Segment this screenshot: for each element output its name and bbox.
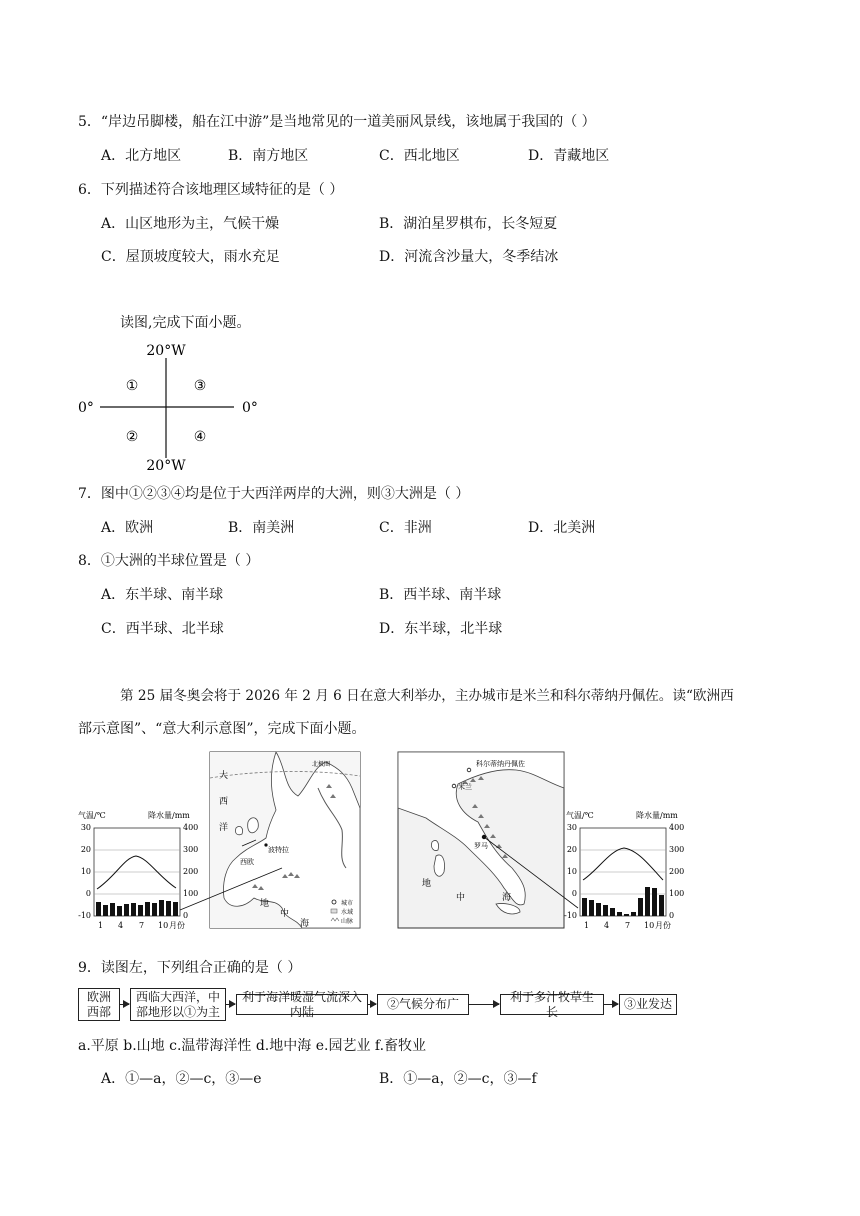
map-label: 大 [219,771,229,781]
left-precip-tick: 300 [183,845,199,854]
intro-read-figure: 读图,完成下面小题。 [120,315,251,331]
bottom-label: 20°W [146,458,186,474]
right-month-label: 月份 [655,921,671,930]
italy-label: 科尔蒂纳丹佩佐 [476,760,525,768]
italy-label: 地 [422,879,432,889]
region-4: ④ [193,429,207,445]
map-label: 北极圈 [312,761,331,768]
legend-water: 水域 [341,909,354,916]
intro-winter-olympics-line2: 部示意图”、“意大利示意图”，完成下面小题。 [78,721,366,737]
left-month-tick: 4 [118,921,124,930]
q5-option-a[interactable]: A．北方地区 [101,148,182,164]
q9-option-b[interactable]: B．①—a，②—c，③—f [379,1071,537,1087]
left-temp-tick: 0 [85,889,91,898]
left-month-tick: 7 [139,921,145,930]
flow-arrow [604,1004,618,1005]
europe-map [210,752,360,929]
q6-option-b[interactable]: B．湖泊星罗棋布，长冬短夏 [379,216,558,232]
map-label: 洋 [219,823,229,833]
map-label: 海 [300,919,310,929]
right-month-tick: 1 [584,921,590,930]
left-temp-curve [97,856,176,889]
right-temp-tick: 30 [566,823,577,832]
question-6-stem: 6．下列描述符合该地理区域特征的是（ ） [78,182,344,198]
italy-label: 海 [502,893,512,903]
right-precip-bars [582,887,664,916]
map-label: 西 [219,797,229,807]
flow-arrow [120,1004,129,1005]
region-1: ① [125,378,139,394]
q9-choices: a.平原 b.山地 c.温带海洋性 d.地中海 e.园艺业 f.畜牧业 [78,1038,427,1054]
q8-option-a[interactable]: A．东半球、南半球 [101,587,224,603]
left-precip-tick: 100 [183,889,199,898]
left-month-label: 月份 [169,921,185,930]
right-precip-tick: 300 [669,845,685,854]
question-8-stem: 8．①大洲的半球位置是（ ） [78,553,260,569]
left-temp-tick: 10 [80,867,91,876]
q7-option-d[interactable]: D．北美洲 [528,520,596,536]
right-temp-tick: -10 [564,911,577,920]
q6-option-c[interactable]: C．屋顶坡度较大，雨水充足 [101,249,280,265]
q5-option-b[interactable]: B．南方地区 [228,148,309,164]
map-label: 西欧 [240,858,254,866]
left-month-tick: 1 [98,921,104,930]
flow-box-airflow: 利于海洋暖湿气流深入内陆 [236,994,368,1015]
q8-option-c[interactable]: C．西半球、北半球 [101,621,224,637]
left-temp-tick: 20 [80,845,91,854]
q7-option-b[interactable]: B．南美洲 [228,520,295,536]
map-label: 波特拉 [268,846,289,854]
left-precip-tick: 200 [183,867,199,876]
italy-label: 罗马 [474,842,488,850]
q6-option-d[interactable]: D．河流含沙量大，冬季结冰 [379,249,559,265]
right-label: 0° [242,400,258,416]
right-temp-tick: 20 [566,845,577,854]
intro-winter-olympics-line1: 第 25 届冬奥会将于 2026 年 2 月 6 日在意大利举办，主办城市是米兰和科尔蒂纳丹佩佐。读“欧洲西 [120,688,734,704]
q8-option-d[interactable]: D．东半球，北半球 [379,621,503,637]
q8-option-b[interactable]: B．西半球、南半球 [379,587,502,603]
right-month-tick: 4 [604,921,610,930]
top-label: 20°W [146,343,186,359]
region-2: ② [125,429,139,445]
italy-label: 中 [456,893,466,903]
right-temp-tick: 0 [571,889,577,898]
flow-arrow [368,1004,376,1005]
flow-box-terrain: 西临大西洋，中部地形以①为主 [130,988,226,1021]
q5-option-d[interactable]: D．青藏地区 [528,148,610,164]
italy-map [398,752,564,928]
flow-arrow [226,1004,235,1005]
left-temp-tick: -10 [78,911,91,920]
right-temp-tick: 10 [566,867,577,876]
question-7-stem: 7．图中①②③④均是位于大西洋两岸的大洲，则③大洲是（ ） [78,486,470,502]
region-3: ③ [193,378,207,394]
q9-option-a[interactable]: A．①—a，②—c，③—e [101,1071,262,1087]
legend-city: 城市 [341,900,354,907]
right-climate-chart [564,810,684,930]
left-month-tick: 10 [158,921,169,930]
left-precip-bars [96,900,178,916]
q5-option-c[interactable]: C．西北地区 [379,148,460,164]
flow-box-industry: ③业发达 [619,994,677,1015]
right-precip-tick: 100 [669,889,685,898]
right-precip-tick: 200 [669,867,685,876]
q7-option-a[interactable]: A．欧洲 [101,520,154,536]
map-label: 地 [260,899,270,909]
left-precip-tick: 400 [183,823,199,832]
q7-option-c[interactable]: C．非洲 [379,520,432,536]
left-precip-axis-label: 降水量/mm [148,811,190,820]
left-climate-chart [78,810,198,930]
question-5-stem: 5．“岸边吊脚楼，船在江中游”是当地常见的一道美丽风景线，该地属于我国的（ ） [78,114,596,130]
legend-mountain: 山脉 [341,918,354,925]
right-precip-axis-label: 降水量/mm [636,811,678,820]
flow-box-west-europe: 欧洲西部 [78,988,120,1021]
flow-box-climate: ②气候分布广 [377,994,469,1015]
cross-diagram [70,340,270,476]
left-temp-tick: 30 [80,823,91,832]
right-temp-curve [583,848,663,880]
left-temp-axis-label: 气温/℃ [78,811,106,820]
left-label: 0° [78,400,94,416]
figures-row [76,748,796,934]
right-precip-tick: 400 [669,823,685,832]
flow-box-pasture: 利于多汁牧草生长 [500,994,604,1015]
right-month-tick: 7 [625,921,631,930]
right-month-tick: 10 [644,921,655,930]
flow-arrow [469,1004,499,1005]
map-label: 中 [280,909,290,919]
question-9-stem: 9．读图左，下列组合正确的是（ ） [78,960,302,976]
right-precip-tick: 0 [669,911,675,920]
left-precip-tick: 0 [183,911,189,920]
italy-label: 米兰 [458,783,472,791]
q6-option-a[interactable]: A．山区地形为主，气候干燥 [101,216,280,232]
right-temp-axis-label: 气温/℃ [566,811,594,820]
